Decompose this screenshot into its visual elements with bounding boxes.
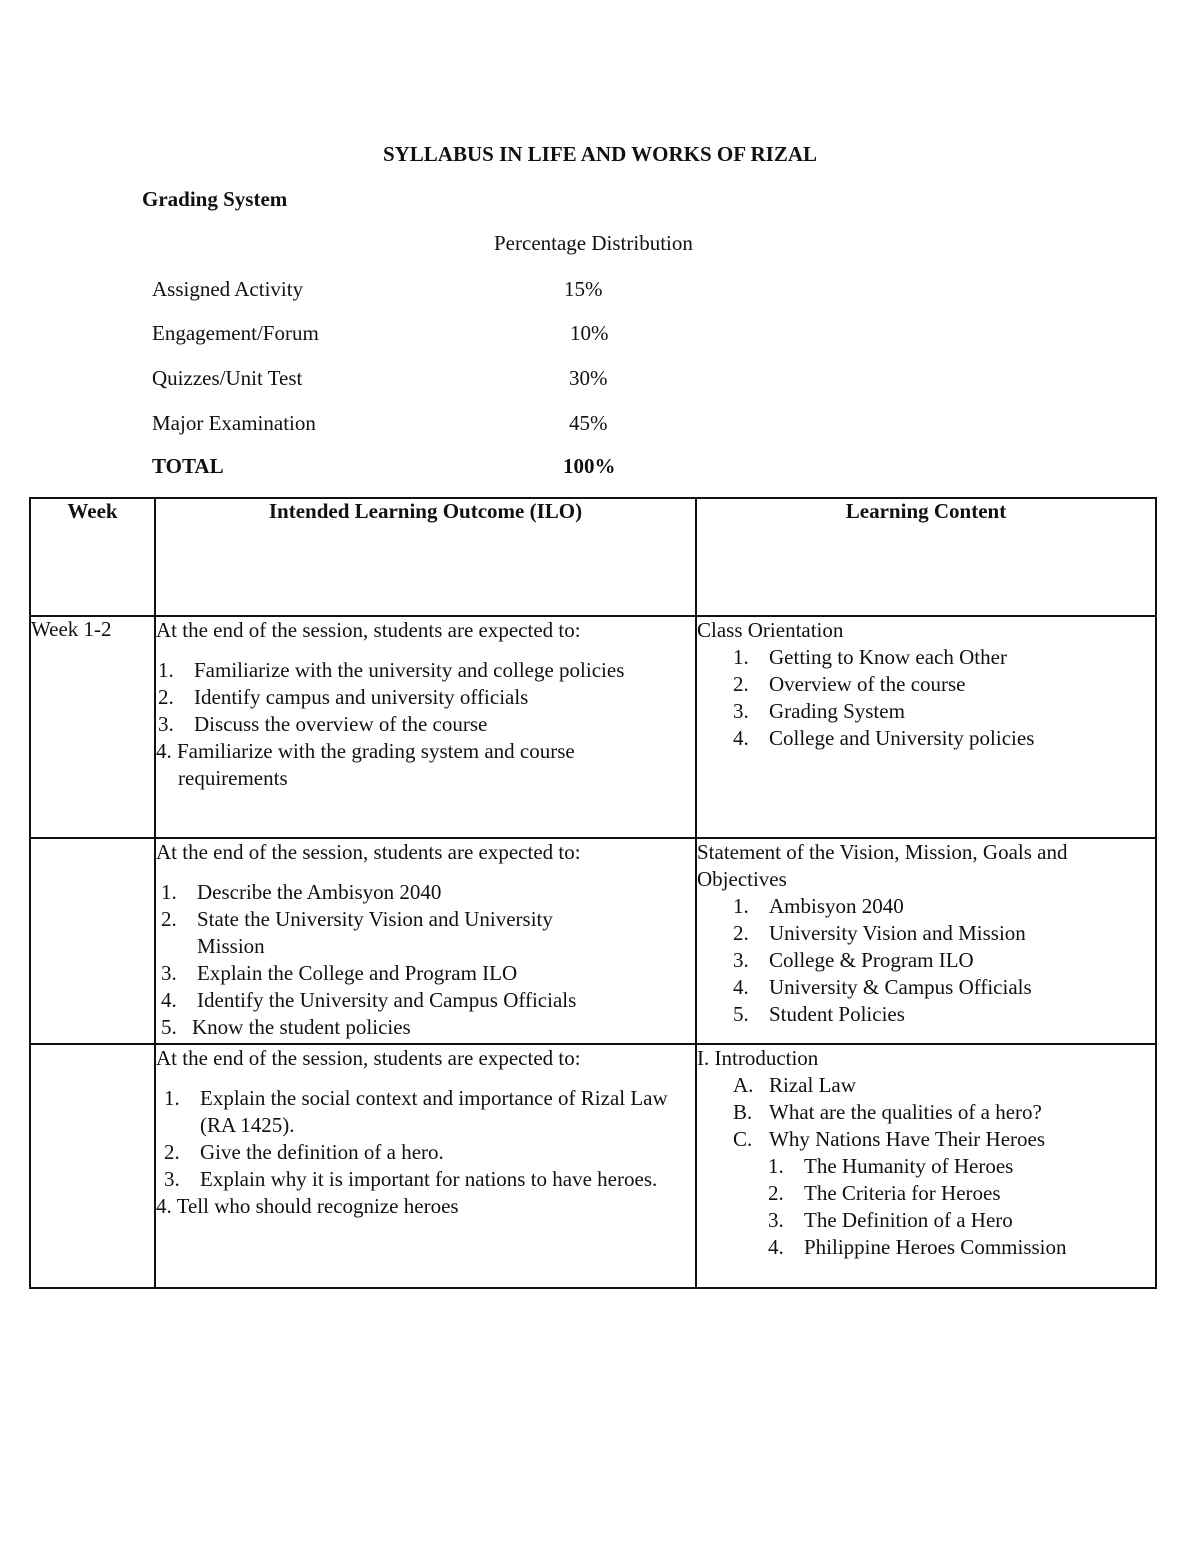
grading-total-percent: 100% [563, 454, 616, 478]
ilo-cell [155, 1044, 696, 1288]
page-title: SYLLABUS IN LIFE AND WORKS OF RIZAL [382, 142, 818, 166]
grading-system-heading: Grading System [142, 187, 288, 211]
list-item: 4. College and University policies [733, 726, 1035, 750]
ilo-cell [155, 838, 696, 1044]
list-item: 2. University Vision and Mission [733, 921, 1026, 945]
content-cell [696, 1044, 1156, 1288]
list-item: 1. Familiarize with the university and college policies [158, 658, 625, 682]
content-list [697, 1072, 1155, 1261]
header-ilo: Intended Learning Outcome (ILO) [155, 498, 696, 616]
table-row [30, 616, 1156, 838]
list-item: 3. College & Program ILO [733, 948, 974, 972]
list-item: 4. Identify the University and Campus Officials [161, 988, 577, 1012]
grading-percent: 15% [564, 277, 603, 301]
list-item: 3. Explain why it is important for nations to have heroes. [164, 1167, 658, 1191]
ilo-cell [155, 616, 696, 838]
ilo-extra-item-cont: requirements [178, 766, 288, 790]
list-item: 5. Student Policies [733, 1002, 905, 1026]
grading-total-label: TOTAL [152, 454, 224, 478]
grading-percent: 10% [570, 321, 609, 345]
grading-row [152, 366, 652, 396]
list-item: A. Rizal Law [733, 1073, 856, 1097]
list-item: 1. Getting to Know each Other [733, 645, 1007, 669]
list-item: C. Why Nations Have Their Heroes 1. The Humanity of Heroes 2. The Criteria for Heroes 3. The Definition of a Hero 4. Philippine Heroes Commission [697, 1126, 1155, 1261]
ilo-list [156, 879, 695, 1041]
ilo-intro: At the end of the session, students are expected to: [156, 1046, 581, 1070]
ilo-list [156, 1085, 695, 1193]
content-cell [696, 616, 1156, 838]
grading-label: Quizzes/Unit Test [152, 366, 303, 390]
grading-percent: 30% [569, 366, 608, 390]
percentage-distribution-header: Percentage Distribution [494, 231, 693, 255]
grading-row [152, 411, 652, 441]
grading-label: Assigned Activity [152, 277, 304, 301]
ilo-intro: At the end of the session, students are expected to: [156, 840, 581, 864]
list-item: 2. Identify campus and university officials [158, 685, 529, 709]
list-item: 1. Explain the social context and importance of Rizal Law (RA 1425). [164, 1086, 668, 1137]
list-item: 4. Philippine Heroes Commission [768, 1235, 1067, 1259]
list-item: 3. Grading System [733, 699, 905, 723]
ilo-intro: At the end of the session, students are expected to: [156, 618, 581, 642]
ilo-list [156, 657, 695, 738]
list-item: 3. Explain the College and Program ILO [161, 961, 518, 985]
list-item: B. What are the qualities of a hero? [733, 1100, 1042, 1124]
ilo-extra-item: 4. Familiarize with the grading system and course [156, 739, 575, 763]
grading-row [152, 321, 652, 351]
grading-percent: 45% [569, 411, 608, 435]
header-learning-content: Learning Content [696, 498, 1156, 616]
content-heading: I. Introduction [697, 1046, 819, 1070]
list-item: 1. The Humanity of Heroes [768, 1154, 1014, 1178]
table-row [30, 838, 1156, 1044]
grading-total-row [152, 454, 652, 484]
content-heading: Class Orientation [697, 618, 844, 642]
content-list [697, 644, 1155, 752]
table-header-row [30, 498, 1156, 616]
list-item: 2. The Criteria for Heroes [768, 1181, 1001, 1205]
week-cell: Week 1-2 [30, 616, 155, 838]
list-item: 2. State the University Vision and University Mission [161, 907, 553, 958]
content-list [697, 893, 1155, 1028]
list-item: 3. The Definition of a Hero [768, 1208, 1013, 1232]
content-sublist [697, 1153, 1155, 1261]
week-cell [30, 838, 155, 1044]
list-item: 2. Give the definition of a hero. [164, 1140, 444, 1164]
list-item: 4. University & Campus Officials [733, 975, 1032, 999]
week-cell [30, 1044, 155, 1288]
grading-label: Major Examination [152, 411, 316, 435]
list-item: 5. Know the student policies [161, 1015, 411, 1039]
grading-row [152, 277, 652, 307]
list-item: 3. Discuss the overview of the course [158, 712, 488, 736]
header-week: Week [30, 498, 155, 616]
grading-label: Engagement/Forum [152, 321, 319, 345]
list-item: 2. Overview of the course [733, 672, 966, 696]
list-item: 1. Ambisyon 2040 [733, 894, 904, 918]
syllabus-table [29, 497, 1157, 1289]
content-cell [696, 838, 1156, 1044]
list-item: 1. Describe the Ambisyon 2040 [161, 880, 442, 904]
table-row [30, 1044, 1156, 1288]
content-heading: Statement of the Vision, Mission, Goals and Objectives [697, 840, 1068, 891]
ilo-extra-item: 4. Tell who should recognize heroes [156, 1194, 459, 1218]
